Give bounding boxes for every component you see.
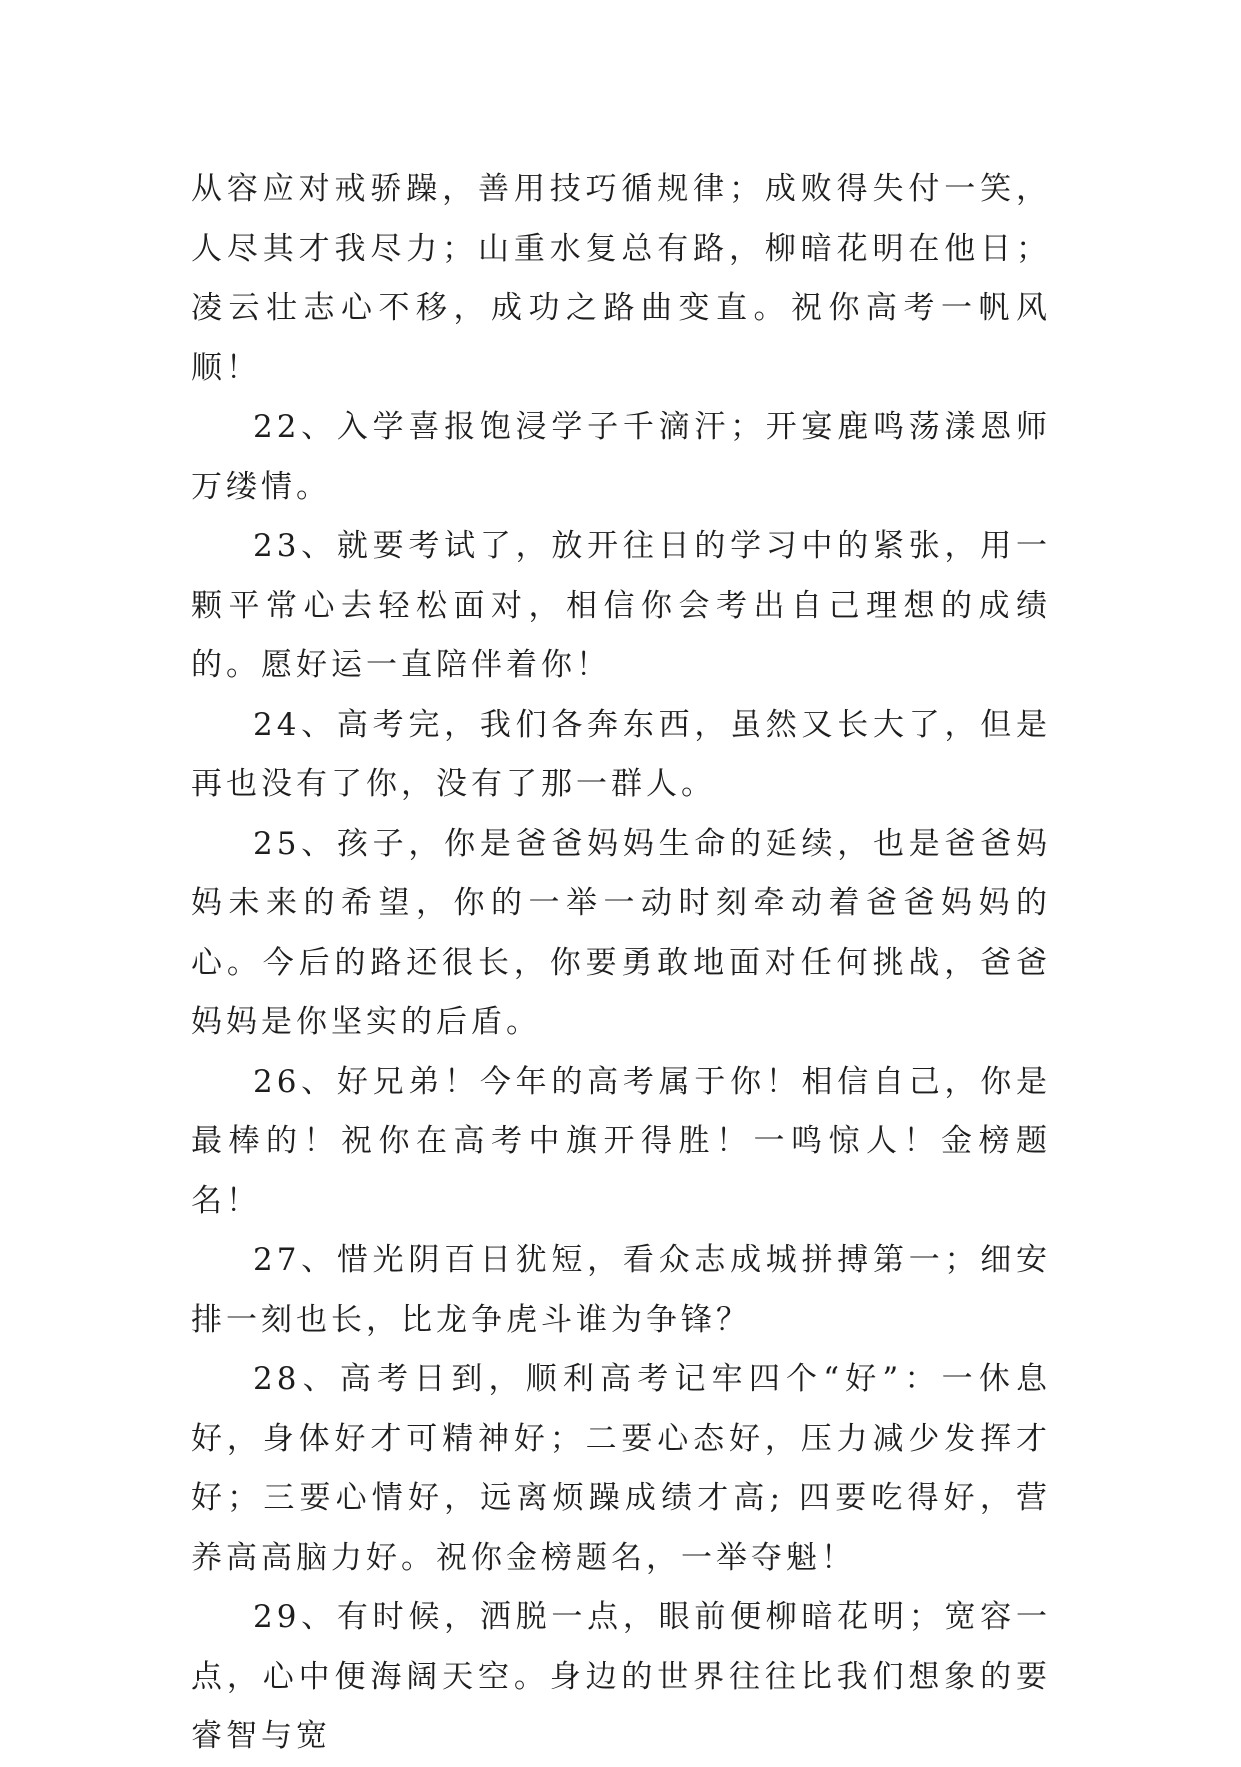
paragraph-24: 24、高考完，我们各奔东西，虽然又长大了，但是再也没有了你，没有了那一群人。: [191, 706, 1051, 802]
paragraph-continued: 从容应对戒骄躁，善用技巧循规律；成败得失付一笑，人尽其才我尽力；山重水复总有路，柳暗花明在他日；凌云壮志心不移，成功之路曲变直。祝你高考一帆风顺！: [191, 171, 1051, 386]
paragraph-28: 28、高考日到，顺利高考记牢四个“好”：一休息好，身体好才可精神好；二要心态好，压力减少发挥才好；三要心情好，远离烦躁成绩才高; 四要吃得好，营养高高脑力好。祝你金榜题名，一举夺魁！: [191, 1361, 1051, 1576]
paragraph-26: 26、好兄弟！今年的高考属于你！相信自己，你是最棒的！祝你在高考中旗开得胜！一鸣惊人！金榜题名！: [191, 1063, 1051, 1219]
paragraph-23: 23、就要考试了，放开往日的学习中的紧张，用一颗平常心去轻松面对，相信你会考出自己理想的成绩的。愿好运一直陪伴着你！: [191, 528, 1051, 683]
paragraph-29: 29、有时候，洒脱一点，眼前便柳暗花明；宽容一点，心中便海阔天空。身边的世界往往比我们想象的要睿智与宽: [191, 1599, 1051, 1754]
paragraph-22: 22、入学喜报饱浸学子千滴汗；开宴鹿鸣荡漾恩师万缕情。: [191, 409, 1051, 505]
paragraph-27: 27、惜光阴百日犹短，看众志成城拼搏第一；细安排一刻也长，比龙争虎斗谁为争锋？: [191, 1242, 1051, 1338]
paragraph-25: 25、孩子，你是爸爸妈妈生命的延续，也是爸爸妈妈未来的希望，你的一举一动时刻牵动着爸爸妈妈的心。今后的路还很长，你要勇敢地面对任何挑战，爸爸妈妈是你坚实的后盾。: [191, 825, 1051, 1040]
document-body: [191, 160, 1051, 1767]
